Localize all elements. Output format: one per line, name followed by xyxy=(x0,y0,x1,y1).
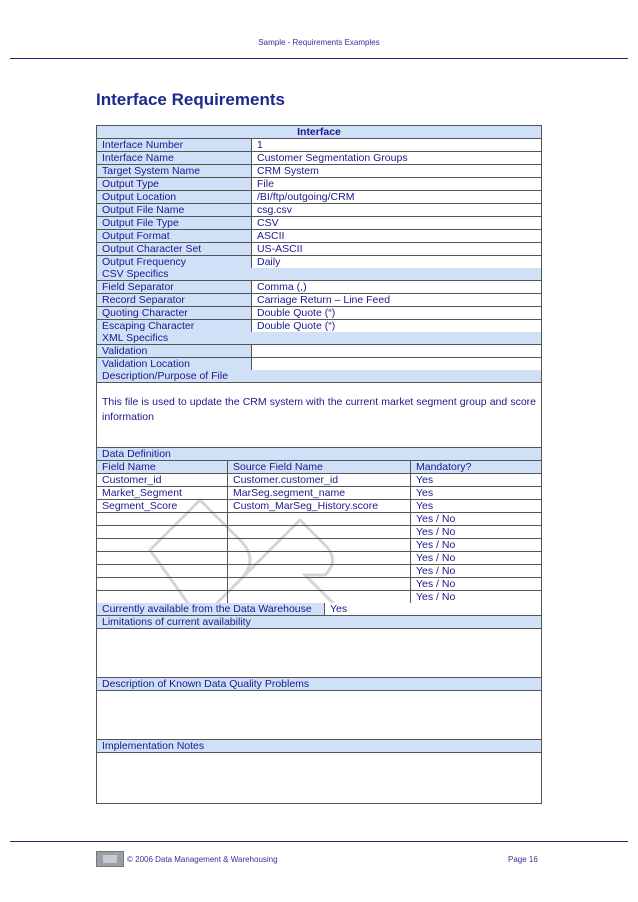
field-label: Output Format xyxy=(97,230,252,242)
field-label: Quoting Character xyxy=(97,307,252,319)
implementation-box xyxy=(97,753,541,803)
xml-field-row xyxy=(97,358,541,370)
source-field-cell xyxy=(228,591,411,603)
field-label: Escaping Character xyxy=(97,320,252,332)
footer-copyright: © 2006 Data Management & Warehousing xyxy=(127,855,278,864)
field-label: Record Separator xyxy=(97,294,252,306)
field-name-cell: Market_Segment xyxy=(97,487,228,499)
xml-heading: XML Specifics xyxy=(102,332,169,344)
xml-field-row xyxy=(97,345,541,358)
field-label: Output Character Set xyxy=(97,243,252,255)
source-field-cell xyxy=(228,513,411,525)
xml-rows xyxy=(97,345,541,370)
interface-field-row xyxy=(97,165,541,178)
field-name-cell: Customer_id xyxy=(97,474,228,486)
table-row xyxy=(97,539,541,552)
footer-page-number: Page 16 xyxy=(508,855,538,864)
field-value: Daily xyxy=(252,256,541,268)
interface-field-row xyxy=(97,243,541,256)
field-label: Interface Number xyxy=(97,139,252,151)
source-field-cell xyxy=(228,552,411,564)
implementation-heading: Implementation Notes xyxy=(102,740,205,752)
implementation-heading-row xyxy=(97,740,541,753)
mandatory-cell: Yes / No xyxy=(416,539,456,551)
field-label: Output Location xyxy=(97,191,252,203)
field-value: Double Quote (“) xyxy=(252,307,541,319)
description-heading: Description/Purpose of File xyxy=(102,370,229,382)
field-name-cell: Segment_Score xyxy=(97,500,228,512)
field-value: File xyxy=(252,178,541,190)
field-label: Output Frequency xyxy=(97,256,252,268)
interface-field-row xyxy=(97,139,541,152)
field-value: US-ASCII xyxy=(252,243,541,255)
csv-field-row xyxy=(97,307,541,320)
field-label: Output Type xyxy=(97,178,252,190)
table-row xyxy=(97,591,541,603)
field-value: CSV xyxy=(252,217,541,229)
field-value: csg.csv xyxy=(252,204,541,216)
table-row xyxy=(97,578,541,591)
interface-field-row xyxy=(97,230,541,243)
field-value: CRM System xyxy=(252,165,541,177)
field-name-cell xyxy=(97,591,228,603)
field-value xyxy=(252,345,541,357)
field-name-cell xyxy=(97,578,228,590)
field-name-cell xyxy=(97,513,228,525)
field-value: 1 xyxy=(252,139,541,151)
availability-row xyxy=(97,603,541,616)
csv-field-row xyxy=(97,294,541,307)
field-name-cell xyxy=(97,539,228,551)
table-row xyxy=(97,487,541,500)
interface-field-row xyxy=(97,256,541,268)
source-field-cell: MarSeg.segment_name xyxy=(228,487,411,499)
field-label: Output File Name xyxy=(97,204,252,216)
limitations-box xyxy=(97,629,541,678)
page-title: Interface Requirements xyxy=(96,90,285,109)
csv-heading: CSV Specifics xyxy=(102,268,169,280)
csv-field-row xyxy=(97,320,541,332)
interface-field-row xyxy=(97,178,541,191)
mandatory-cell: Yes xyxy=(416,474,434,486)
quality-heading: Description of Known Data Quality Problems xyxy=(102,678,310,690)
column-header: Mandatory? xyxy=(416,461,472,473)
interface-heading: Interface xyxy=(297,126,341,138)
source-field-cell xyxy=(228,539,411,551)
interface-form xyxy=(96,125,542,804)
description-text: This file is used to update the CRM system with the current market segment group and score information xyxy=(97,383,541,448)
field-label: Validation Location xyxy=(97,358,252,370)
table-row xyxy=(97,526,541,539)
limitations-heading: Limitations of current availability xyxy=(102,616,251,628)
interface-rows xyxy=(97,139,541,268)
quality-heading-row xyxy=(97,678,541,691)
field-label: Interface Name xyxy=(97,152,252,164)
column-header: Field Name xyxy=(97,461,228,473)
field-label: Output File Type xyxy=(97,217,252,229)
field-value: /BI/ftp/outgoing/CRM xyxy=(252,191,541,203)
data-rows xyxy=(97,474,541,603)
table-row xyxy=(97,513,541,526)
csv-rows xyxy=(97,281,541,332)
data-definition-heading: Data Definition xyxy=(102,448,171,460)
field-value: ASCII xyxy=(252,230,541,242)
data-definition-heading-row xyxy=(97,448,541,461)
mandatory-cell: Yes / No xyxy=(416,526,456,538)
header-rule xyxy=(10,58,628,59)
data-definition-columns xyxy=(97,461,541,474)
source-field-cell xyxy=(228,578,411,590)
source-field-cell: Custom_MarSeg_History.score xyxy=(228,500,411,512)
field-value: Carriage Return – Line Feed xyxy=(252,294,541,306)
field-name-cell xyxy=(97,565,228,577)
source-field-cell xyxy=(228,565,411,577)
field-value: Double Quote (“) xyxy=(252,320,541,332)
field-value: Customer Segmentation Groups xyxy=(252,152,541,164)
mandatory-cell: Yes / No xyxy=(416,565,456,577)
mandatory-cell: Yes / No xyxy=(416,513,456,525)
company-logo xyxy=(96,851,124,867)
csv-field-row xyxy=(97,281,541,294)
mandatory-cell: Yes xyxy=(416,487,434,499)
interface-field-row xyxy=(97,204,541,217)
interface-field-row xyxy=(97,191,541,204)
field-name-cell xyxy=(97,526,228,538)
footer-rule xyxy=(10,841,628,842)
mandatory-cell: Yes / No xyxy=(416,591,456,603)
mandatory-cell: Yes xyxy=(416,500,434,512)
field-label: Target System Name xyxy=(97,165,252,177)
availability-label: Currently available from the Data Warehouse xyxy=(97,603,325,615)
field-value: Comma (,) xyxy=(252,281,541,293)
field-label: Field Separator xyxy=(97,281,252,293)
page-header: Sample - Requirements Examples xyxy=(258,38,380,47)
interface-heading-row xyxy=(97,126,541,139)
field-name-cell xyxy=(97,552,228,564)
description-heading-row xyxy=(97,370,541,383)
interface-field-row xyxy=(97,217,541,230)
xml-heading-row xyxy=(97,332,541,345)
source-field-cell: Customer.customer_id xyxy=(228,474,411,486)
field-value xyxy=(252,358,541,370)
interface-field-row xyxy=(97,152,541,165)
availability-value: Yes xyxy=(325,603,541,615)
limitations-heading-row xyxy=(97,616,541,629)
table-row xyxy=(97,565,541,578)
csv-heading-row xyxy=(97,268,541,281)
table-row xyxy=(97,552,541,565)
field-label: Validation xyxy=(97,345,252,357)
quality-box xyxy=(97,691,541,740)
mandatory-cell: Yes / No xyxy=(416,578,456,590)
column-header: Source Field Name xyxy=(228,461,411,473)
source-field-cell xyxy=(228,526,411,538)
table-row xyxy=(97,500,541,513)
table-row xyxy=(97,474,541,487)
mandatory-cell: Yes / No xyxy=(416,552,456,564)
